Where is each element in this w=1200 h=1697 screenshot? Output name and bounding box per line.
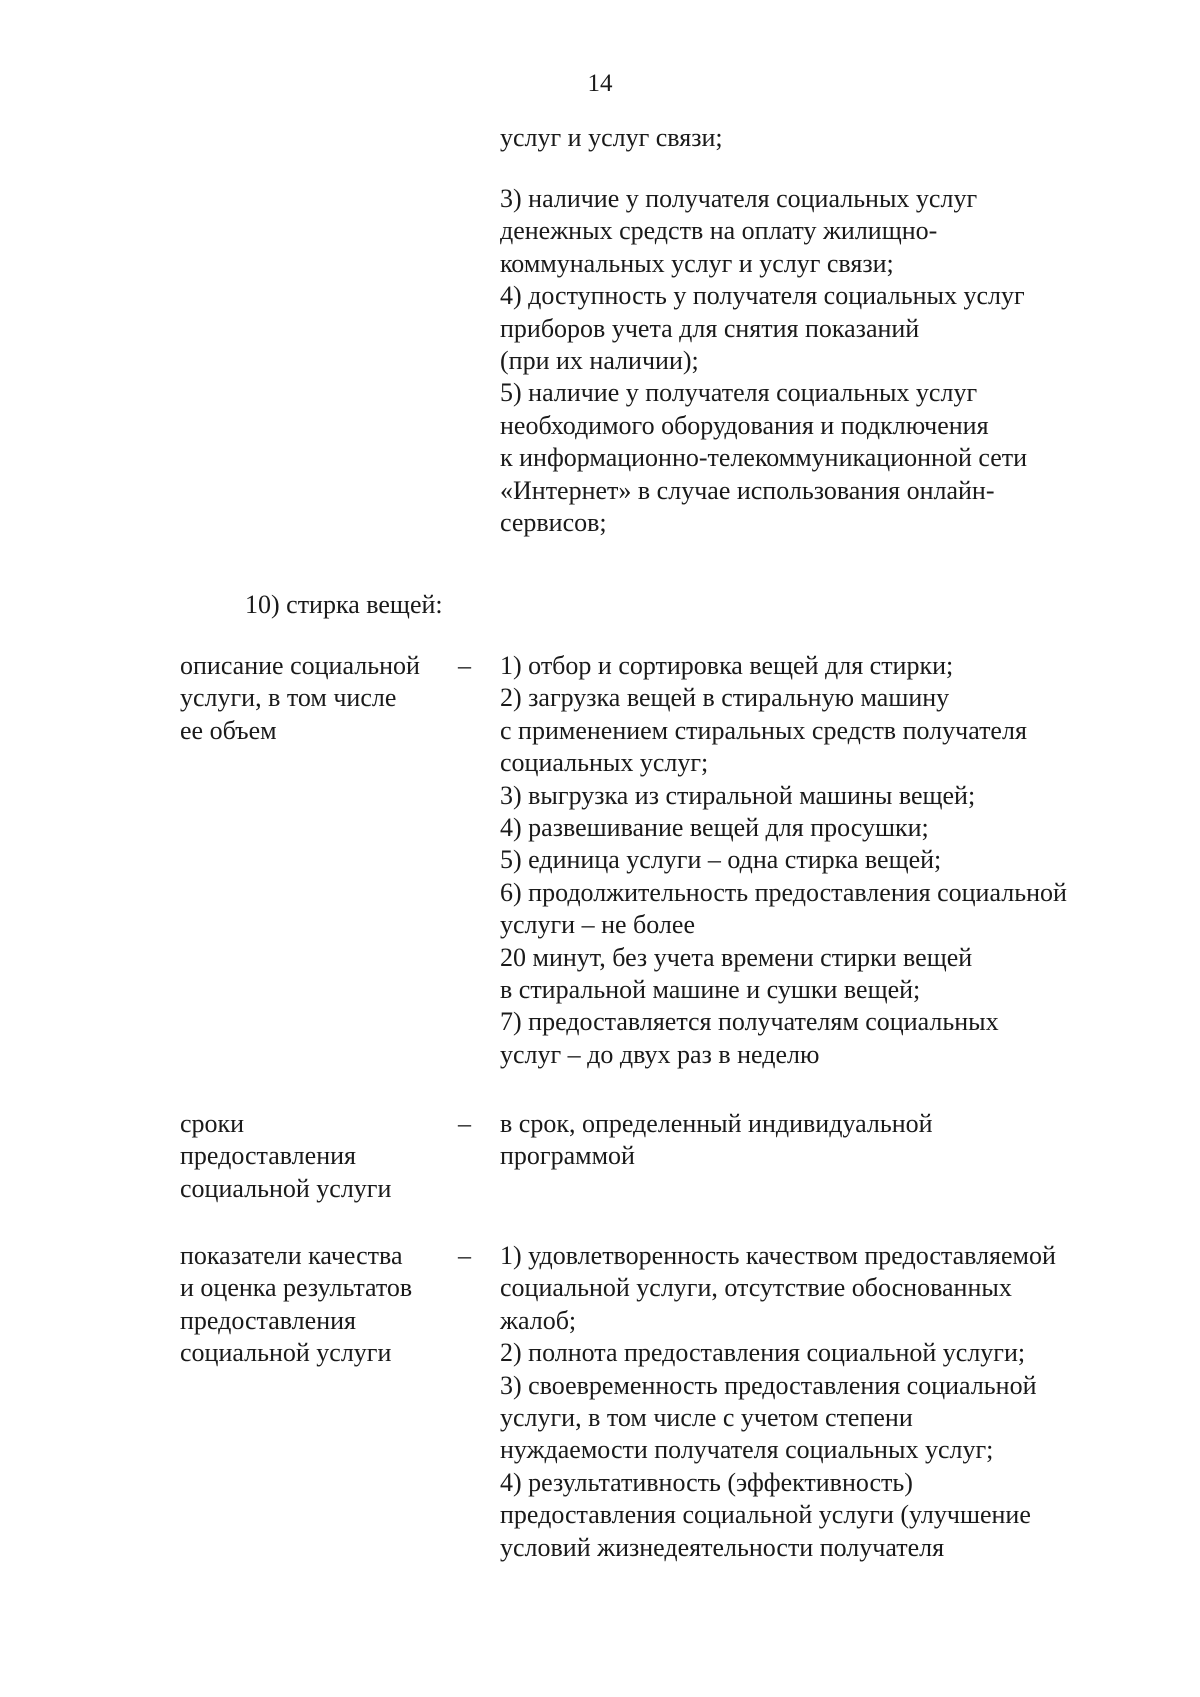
row-label-description (180, 650, 420, 747)
continuation-first-line: услуг и услуг связи; (500, 123, 723, 152)
row-label-line: описание социальной (180, 651, 420, 680)
row-content-line: 2) загрузка вещей в стиральную машину (500, 683, 950, 713)
continuation-line: к информационно-телекоммуникационной сети (500, 443, 1028, 473)
continuation-line: необходимого оборудования и подключения (500, 410, 989, 440)
row-content-line: 4) развешивание вещей для просушки; (500, 813, 929, 843)
row-label-line: и оценка результатов (180, 1273, 413, 1303)
row-content-line: социальной услуги, отсутствие обоснованных (500, 1273, 1012, 1303)
page-number: 14 (587, 70, 613, 97)
row-content-line: жалоб; (500, 1305, 577, 1335)
row-content-line: 7) предоставляется получателям социальных (500, 1007, 999, 1037)
row-content-line: с применением стиральных средств получателя (500, 715, 1027, 745)
continuation-line: денежных средств на оплату жилищно- (500, 216, 938, 246)
row-label-line: услуги, в том числе (180, 683, 397, 713)
row-content-quality (500, 1240, 1056, 1564)
row-content-line: 3) своевременность предоставления социальной (500, 1370, 1037, 1400)
row-content-line: 1) отбор и сортировка вещей для стирки; (500, 651, 954, 680)
row-content-line: 2) полнота предоставления социальной услуги; (500, 1338, 1026, 1368)
row-dash: – (458, 1109, 471, 1138)
row-content-line: 5) единица услуги – одна стирка вещей; (500, 845, 942, 875)
continuation-line: «Интернет» в случае использования онлайн- (500, 475, 995, 505)
row-content-line: условий жизнедеятельности получателя (500, 1532, 945, 1562)
row-label-line: сроки (180, 1109, 245, 1138)
row-content-line: 20 минут, без учета времени стирки вещей (500, 942, 973, 972)
continuation-line: 3) наличие у получателя социальных услуг (500, 184, 978, 213)
continuation-line: 5) наличие у получателя социальных услуг (500, 378, 978, 408)
row-content-terms (500, 1108, 933, 1173)
row-content-line: нуждаемости получателя социальных услуг; (500, 1435, 994, 1465)
row-label-line: социальной услуги (180, 1173, 392, 1203)
row-content-line: 4) результативность (эффективность) (500, 1467, 913, 1497)
row-label-line: предоставления (180, 1141, 356, 1171)
continuation-line: 4) доступность у получателя социальных услуг (500, 281, 1025, 311)
row-content-line: услуги – не более (500, 910, 695, 940)
continuation-list (500, 183, 1027, 539)
row-content-description (500, 650, 1067, 1071)
row-content-line: 6) продолжительность предоставления социальной (500, 877, 1067, 907)
row-label-line: предоставления (180, 1305, 356, 1335)
continuation-line: приборов учета для снятия показаний (500, 313, 920, 343)
row-label-line: социальной услуги (180, 1338, 392, 1368)
section-heading: 10) стирка вещей: (245, 590, 443, 619)
row-label-line: ее объем (180, 715, 277, 745)
row-content-line: в стиральной машине и сушки вещей; (500, 975, 921, 1005)
row-dash: – (458, 651, 471, 680)
continuation-block (500, 122, 723, 154)
continuation-line: (при их наличии); (500, 346, 699, 376)
row-content-line: в срок, определенный индивидуальной (500, 1109, 933, 1138)
row-dash: – (458, 1241, 471, 1270)
row-content-line: программой (500, 1141, 635, 1171)
row-label-quality (180, 1240, 412, 1370)
row-label-terms (180, 1108, 391, 1205)
row-content-line: услуг – до двух раз в неделю (500, 1039, 820, 1069)
continuation-line: сервисов; (500, 508, 607, 538)
row-label-line: показатели качества (180, 1241, 403, 1270)
row-content-line: 1) удовлетворенность качеством предоставляемой (500, 1241, 1056, 1270)
row-content-line: социальных услуг; (500, 748, 709, 778)
continuation-line: коммунальных услуг и услуг связи; (500, 248, 894, 278)
row-content-line: услуги, в том числе с учетом степени (500, 1403, 913, 1433)
row-content-line: предоставления социальной услуги (улучшение (500, 1500, 1031, 1530)
row-content-line: 3) выгрузка из стиральной машины вещей; (500, 780, 976, 810)
